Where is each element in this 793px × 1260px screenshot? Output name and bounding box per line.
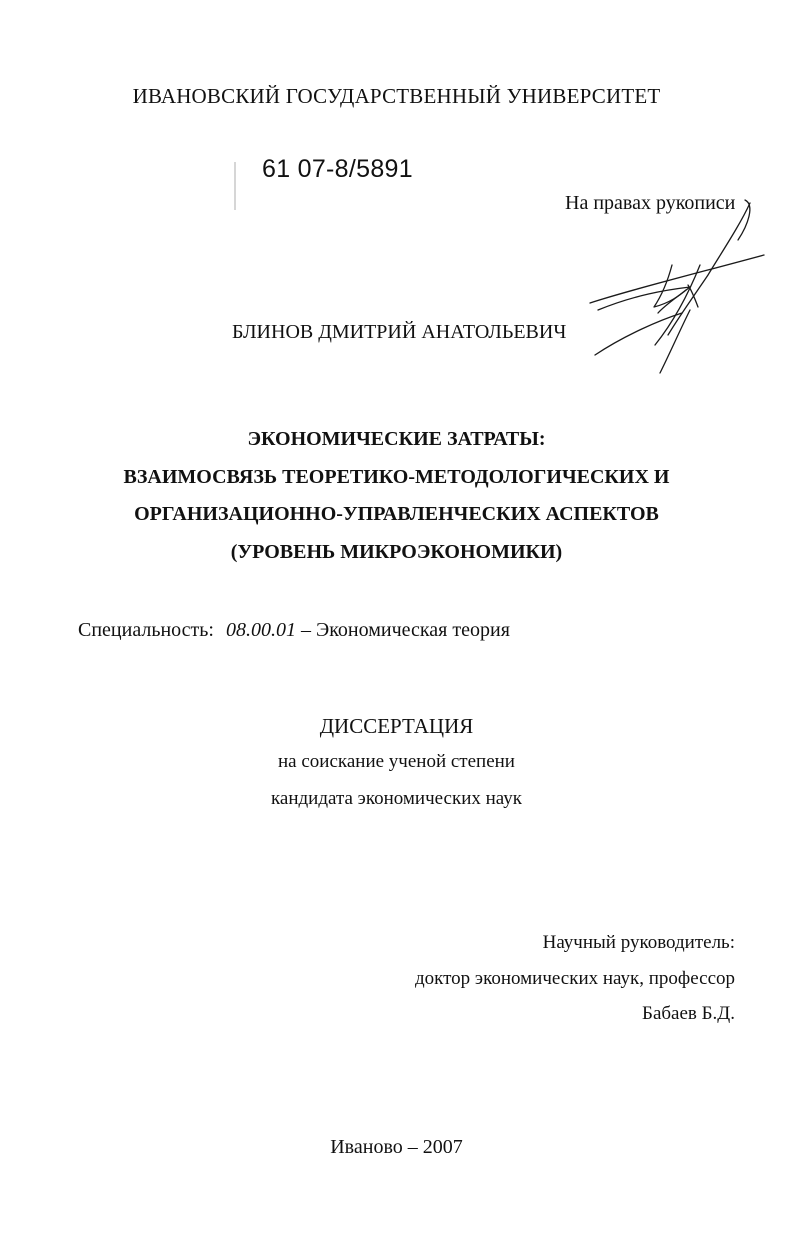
title-line: ОРГАНИЗАЦИОННО-УПРАВЛЕНЧЕСКИХ АСПЕКТОВ xyxy=(134,503,659,525)
specialty-label: Специальность: xyxy=(78,619,214,641)
supervisor-label: Научный руководитель: xyxy=(542,932,735,953)
dissertation-title xyxy=(0,421,793,571)
supervisor-name: Бабаев Б.Д. xyxy=(642,1003,735,1024)
title-line: ВЗАИМОСВЯЗЬ ТЕОРЕТИКО-МЕТОДОЛОГИЧЕСКИХ И xyxy=(123,465,670,488)
manuscript-rights-note: На правах рукописи xyxy=(565,192,736,214)
library-stamp-number: 61 07-8/5891 xyxy=(262,155,413,183)
degree-line-2: кандидата экономических наук xyxy=(270,788,523,809)
title-line: (УРОВЕНЬ МИКРОЭКОНОМИКИ) xyxy=(230,540,563,563)
degree-line-1: на соискание ученой степени xyxy=(278,751,515,772)
dissertation-label: ДИССЕРТАЦИЯ xyxy=(319,714,474,738)
title-line: ЭКОНОМИЧЕСКИЕ ЗАТРАТЫ: xyxy=(247,428,546,450)
place-and-year: Иваново – 2007 xyxy=(330,1136,463,1158)
signature-icon xyxy=(580,195,770,380)
specialty-name: – Экономическая теория xyxy=(300,619,510,641)
specialty-line xyxy=(78,619,510,642)
university-name: ИВАНОВСКИЙ ГОСУДАРСТВЕННЫЙ УНИВЕРСИТЕТ xyxy=(132,84,661,108)
supervisor-degree: доктор экономических наук, профессор xyxy=(414,968,735,989)
author-name: БЛИНОВ ДМИТРИЙ АНАТОЛЬЕВИЧ xyxy=(232,321,567,343)
specialty-code: 08.00.01 xyxy=(225,619,296,641)
stamp-divider xyxy=(234,162,236,210)
